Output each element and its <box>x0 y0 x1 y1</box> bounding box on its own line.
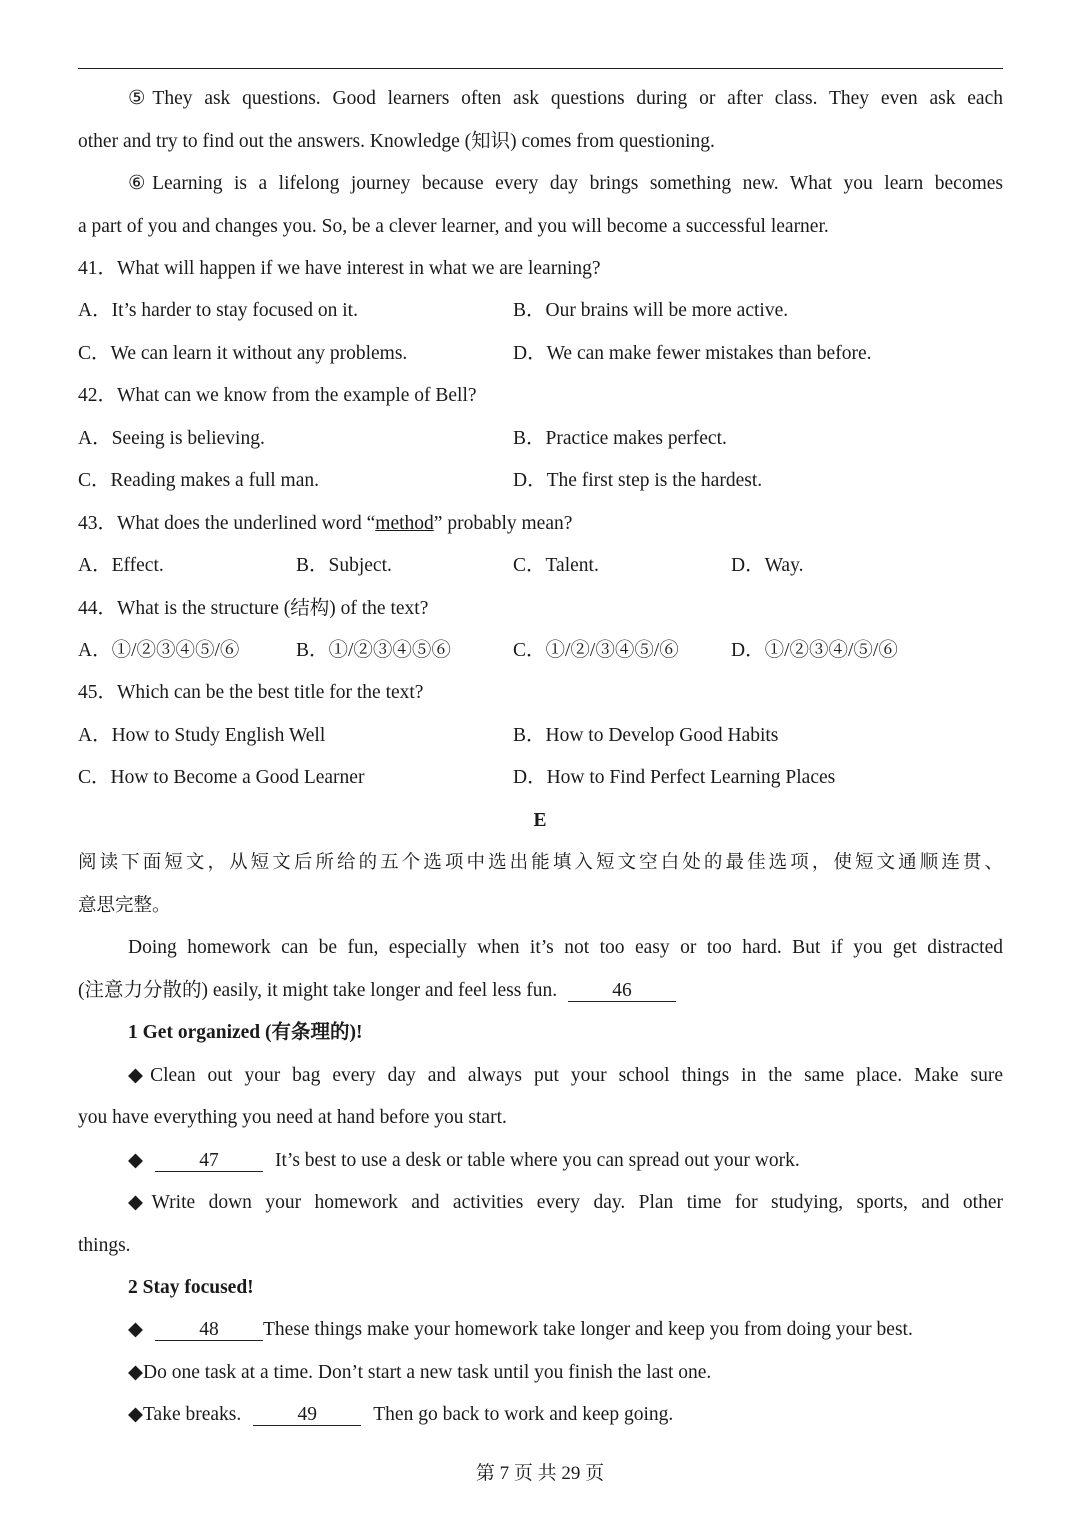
subheading-stay-focused-text: 2 Stay focused! <box>128 1277 254 1298</box>
paragraph-6-line-1: ⑥Learning is a lifelong journey because every day brings something new. What you learn becomes <box>128 173 1003 194</box>
bullet-6-text-post: Then go back to work and keep going. <box>373 1404 674 1425</box>
bullet-2 <box>128 1149 1003 1173</box>
paragraph-5-line-1: ⑤They ask questions. Good learners often ask questions during or after class. They even ask each <box>128 88 1003 109</box>
blank-48[interactable]: 48 <box>155 1320 263 1341</box>
question-43-option-d[interactable]: D．Way. <box>731 555 804 576</box>
question-43-option-a[interactable]: A．Effect. <box>78 555 164 576</box>
question-44-option-c[interactable]: C．①/②/③④⑤/⑥ <box>513 640 679 661</box>
section-e-instruction-line-1: 阅读下面短文，从短文后所给的五个选项中选出能填入短文空白处的最佳选项，使短文通顺连贯、 <box>78 852 1003 873</box>
header-rule <box>78 68 1003 69</box>
bullet-4 <box>128 1318 1003 1342</box>
intro-line-2 <box>78 979 1003 1003</box>
section-e-instruction-line-2: 意思完整。 <box>78 895 171 916</box>
section-e-heading <box>0 809 1080 833</box>
question-41-option-d[interactable]: D．We can make fewer mistakes than before. <box>513 343 872 364</box>
blank-47[interactable]: 47 <box>155 1151 263 1172</box>
question-41-option-a[interactable]: A．It’s harder to stay focused on it. <box>78 300 358 321</box>
bullet-2-text: It’s best to use a desk or table where you can spread out your work. <box>275 1150 800 1171</box>
question-45-stem: 45．Which can be the best title for the text? <box>78 682 424 703</box>
bullet-3-line-2: things. <box>78 1235 131 1256</box>
question-43-option-c[interactable]: C．Talent. <box>513 555 599 576</box>
question-42-option-a[interactable]: A．Seeing is believing. <box>78 428 265 449</box>
subheading-get-organized <box>128 1021 1003 1045</box>
question-42-option-b[interactable]: B．Practice makes perfect. <box>513 428 727 449</box>
question-43-option-b[interactable]: B．Subject. <box>296 555 392 576</box>
question-45-option-b[interactable]: B．How to Develop Good Habits <box>513 725 779 746</box>
bullet-1-line-1: ◆Clean out your bag every day and always put your school things in the same place. Make sure <box>128 1065 1003 1086</box>
intro-line-1: Doing homework can be fun, especially when it’s not too easy or too hard. But if you get distracted <box>128 937 1003 958</box>
underlined-word-method: method <box>375 513 434 534</box>
question-43-stem-post: ” probably mean? <box>433 513 573 534</box>
blank-49[interactable]: 49 <box>253 1405 361 1426</box>
bullet-5: ◆Do one task at a time. Don’t start a new task until you finish the last one. <box>128 1362 712 1383</box>
question-42-option-d[interactable]: D．The first step is the hardest. <box>513 470 763 491</box>
bullet-3-line-1: ◆Write down your homework and activities every day. Plan time for studying, sports, and other <box>128 1192 1003 1213</box>
question-41-stem: 41．What will happen if we have interest in what we are learning? <box>78 258 601 279</box>
page-footer: 第 7 页 共 29 页 <box>475 1463 605 1484</box>
question-45-option-a[interactable]: A．How to Study English Well <box>78 725 326 746</box>
question-43-stem-pre: 43．What does the underlined word “ <box>78 513 376 534</box>
section-e-letter: E <box>533 810 547 831</box>
question-43-stem <box>78 512 1003 536</box>
blank-46[interactable]: 46 <box>568 981 676 1002</box>
paragraph-6-line-2: a part of you and changes you. So, be a clever learner, and you will become a successful learner. <box>78 216 829 237</box>
question-44-stem: 44．What is the structure (结构) of the text? <box>78 598 429 619</box>
bullet-6 <box>128 1403 1003 1427</box>
question-42-stem: 42．What can we know from the example of Bell? <box>78 385 477 406</box>
bullet-6-text-pre: ◆Take breaks. <box>128 1404 242 1425</box>
question-44-option-d[interactable]: D．①/②③④/⑤/⑥ <box>731 640 898 661</box>
paragraph-5-line-2: other and try to find out the answers. Knowledge (知识) comes from questioning. <box>78 131 715 152</box>
intro-line-2-text: (注意力分散的) easily, it might take longer and feel less fun. <box>78 980 558 1001</box>
bullet-4-text: These things make your homework take longer and keep you from doing your best. <box>263 1319 913 1340</box>
subheading-get-organized-text: 1 Get organized (有条理的)! <box>128 1022 363 1043</box>
question-45-option-c[interactable]: C．How to Become a Good Learner <box>78 767 365 788</box>
subheading-stay-focused <box>128 1276 1003 1300</box>
bullet-1-line-2: you have everything you need at hand before you start. <box>78 1107 507 1128</box>
question-44-option-a[interactable]: A．①/②③④⑤/⑥ <box>78 640 240 661</box>
question-44-option-b[interactable]: B．①/②③④⑤⑥ <box>296 640 451 661</box>
bullet-2-marker: ◆ <box>128 1150 143 1171</box>
question-41-option-b[interactable]: B．Our brains will be more active. <box>513 300 789 321</box>
question-45-option-d[interactable]: D．How to Find Perfect Learning Places <box>513 767 836 788</box>
question-42-option-c[interactable]: C．Reading makes a full man. <box>78 470 319 491</box>
bullet-4-marker: ◆ <box>128 1319 143 1340</box>
question-41-option-c[interactable]: C．We can learn it without any problems. <box>78 343 408 364</box>
